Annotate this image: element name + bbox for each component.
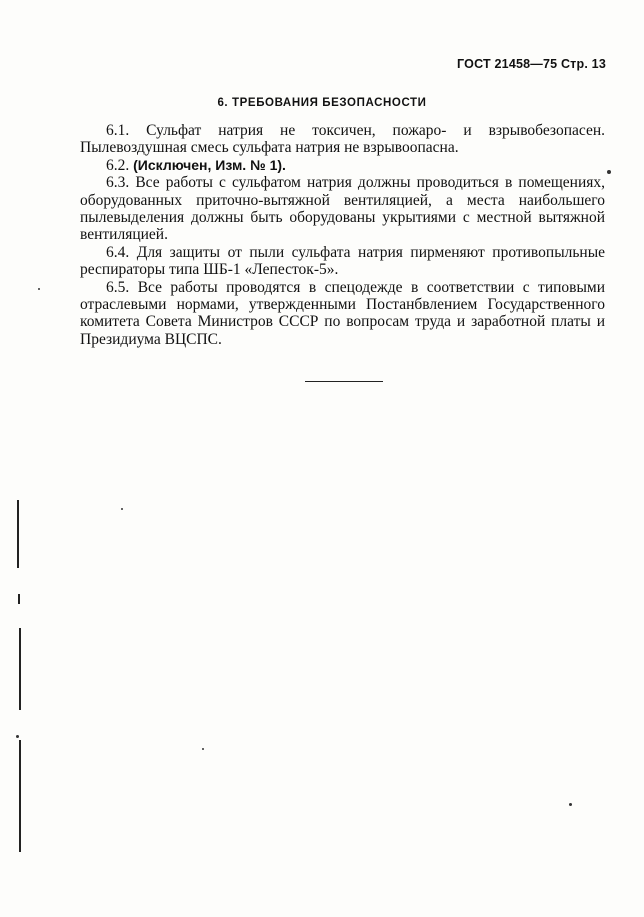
scan-speck: [607, 170, 611, 174]
section-title: 6. ТРЕБОВАНИЯ БЕЗОПАСНОСТИ: [217, 97, 427, 109]
scan-speck: [16, 735, 19, 738]
paragraph-6-2: [80, 157, 605, 174]
scan-speck: [569, 803, 572, 806]
paragraph-excluded-note: (Исключен, Изм. № 1).: [133, 156, 286, 173]
end-separator-line: [305, 381, 383, 382]
section-body: [80, 122, 605, 348]
paragraph-text: Для защиты от пыли сульфата натрия пирменяют противопыльные респираторы типа ШБ-1 «Лепесток-5».: [80, 243, 605, 279]
paragraph-6-3: [80, 174, 605, 244]
paragraph-number: 6.1.: [106, 122, 130, 139]
scan-edge-mark: [17, 500, 19, 568]
paragraph-number: 6.5.: [106, 278, 130, 296]
paragraph-text: Все работы с сульфатом натрия должны проводиться в помещениях, оборудованных приточно-вытяжной вентиляцией, а места наибольшего пылевыделения должны быть оборудованы укрытиями с местной вытяжной вентиляцией.: [80, 174, 605, 244]
scan-edge-mark: [19, 628, 21, 710]
paragraph-number: 6.4.: [106, 243, 130, 261]
paragraph-6-5: [80, 279, 605, 349]
paragraph-6-4: [80, 244, 605, 279]
scan-speck: [121, 508, 123, 510]
scan-edge-mark: [19, 740, 21, 852]
scan-edge-mark: [18, 594, 20, 604]
scan-speck: [202, 748, 204, 750]
scan-speck: [38, 288, 40, 290]
paragraph-text: Все работы проводятся в спецодежде в соответствии с типовыми отраслевыми нормами, утвержденными Постанбвлением Государственного комитета Совета Министров СССР по вопросам труда и заработной платы и Президиума ВЦСПС.: [80, 278, 606, 348]
paragraph-number: 6.2.: [106, 156, 130, 174]
page-header: ГОСТ 21458—75 Стр. 13: [457, 57, 606, 71]
paragraph-text: Сульфат натрия не токсичен, пожаро- и взрывобезопасен. Пылевоздушная смесь сульфата натрия не взрывоопасна.: [80, 122, 605, 157]
paragraph-number: 6.3.: [106, 174, 130, 192]
paragraph-6-1: [80, 122, 605, 157]
